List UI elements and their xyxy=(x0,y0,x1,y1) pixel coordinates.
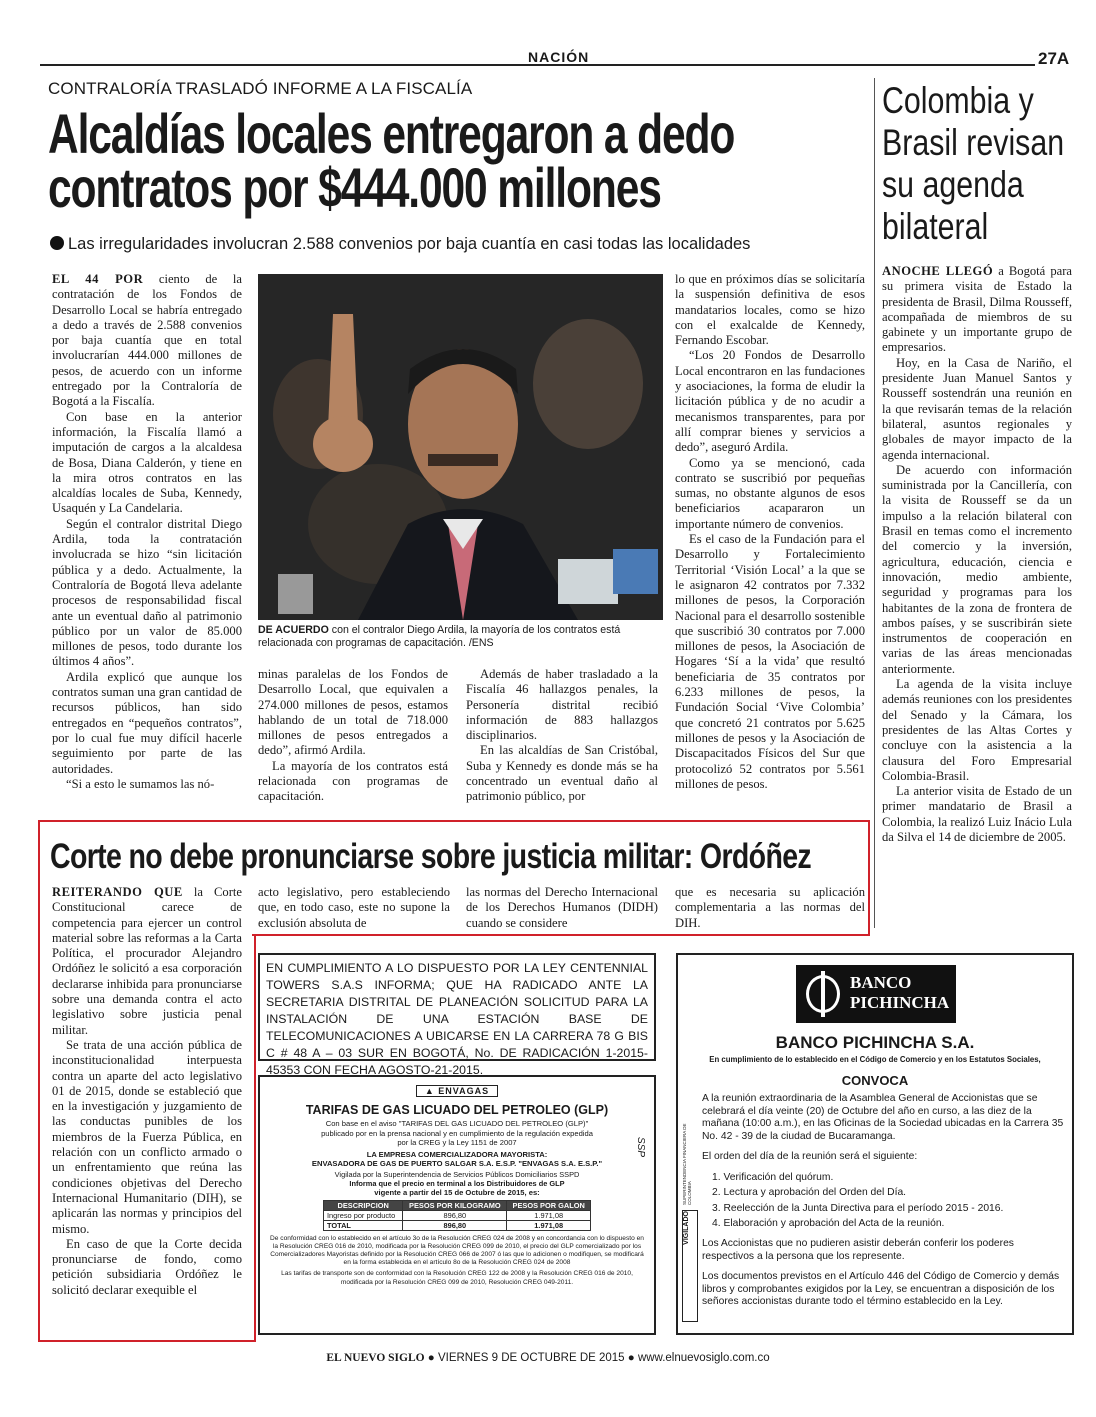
logo-text-1: BANCO xyxy=(850,973,912,992)
page-number: 27A xyxy=(1038,49,1070,68)
photo-illustration xyxy=(258,274,663,620)
paragraph: REITERANDO QUE la Corte Constitucional carece de competencia para ejercer un control material sobre las reformas a la Carta Política, el procurador Alejandro Ordóñez le solicitó a esa corporación declararse inhibida para pronunciarse sobre una demanda contra el acto legislativo sobre justicia penal militar. xyxy=(52,885,242,1037)
paragraph: “Si a esto le sumamos las nó- xyxy=(66,776,215,791)
kicker: CONTRALORÍA TRASLADÓ INFORME A LA FISCALÍA xyxy=(48,79,473,98)
pichincha-ad xyxy=(676,953,1074,1335)
paragraph: que es necesaria su aplicación complementaria a las normas del DIH. xyxy=(675,885,865,930)
paragraph: Es el caso de la Fundación para el Desarrollo y Fortalecimiento Territorial ‘Visión Local’ a la que se le asignaron 42 contratos por 7.332 millones de pesos, la Corporación Nacional para el desarrollo sostenible que suscribió 30 contratos por 7.000 millones de pesos, la Asociación de Hogares ‘Sí a la vida’ que resultó beneficiaria de 35 contratos por 6.233 millones de pesos, la Fundación Social ‘Vive Colombia’ que concretó 21 contratos por 5.625 millones de pesos y la Asociación de Discapacitados Físicos del Sur que protocolizó 52 contratos por 5.561 millones de pesos. xyxy=(675,532,865,791)
paragraph: Como ya se mencionó, cada contrato se suscribió por pequeñas sumas, no obstante algunos de esos beneficiarios acapararon un importante número de convenios. xyxy=(675,455,865,531)
paragraph: A la reunión extraordinaria de la Asamblea General de Accionistas que se celebrará el día veinte (20) de Octubre del año en curso, a las diez de la mañana (10:00 a.m.), en las Oficinas de la Sociedad ubicadas en la Carrera 35 No. 42 - 39 de la ciudad de Bucaramanga. xyxy=(702,1093,1064,1142)
main-col-1 xyxy=(52,272,242,792)
paragraph: La anterior visita de Estado de un primer mandatario de Brasil a Colombia, la realizó Luiz Inácio Lula da Silva el 14 de diciembre de 2005. xyxy=(882,784,1072,844)
envagas-logo: ▲ ENVAGAS xyxy=(416,1085,498,1097)
highlight-box-join xyxy=(252,934,868,936)
table-header: DESCRIPCION xyxy=(324,1200,403,1210)
page-footer xyxy=(0,1352,1096,1364)
subhead-text: Las irregularidades involucran 2.588 convenios por baja cuantía en casi todas las localidades xyxy=(68,235,751,253)
side-headline-line: su agenda xyxy=(882,164,1024,205)
pichincha-logo xyxy=(796,965,956,1023)
agenda-list xyxy=(702,1170,1064,1232)
caption-lead: DE ACUERDO xyxy=(258,624,329,636)
table-cell: 1.971,08 xyxy=(507,1220,591,1230)
tariff-table xyxy=(323,1200,591,1231)
table-header-row xyxy=(324,1200,591,1210)
table-cell: 896,80 xyxy=(403,1220,507,1230)
list-item: 2. Lectura y aprobación del Orden del Día. xyxy=(712,1187,907,1199)
paragraph: La mayoría de los contratos está relacionada con programas de capacitación. xyxy=(258,758,448,804)
paragraph: acto legislativo, pero estableciendo que, en todo caso, este no supone la exclusión absoluta de xyxy=(258,885,450,930)
envagas-company: ENVASADORA DE GAS DE PUERTO SALGAR S.A. E.S.P. "ENVAGAS S.A. E.S.P." xyxy=(311,1158,603,1168)
table-cell: Ingreso por producto xyxy=(324,1210,403,1220)
table-row xyxy=(324,1220,591,1230)
main-headline xyxy=(48,104,868,234)
subhead xyxy=(50,235,870,254)
table-header: PESOS POR GALON xyxy=(507,1200,591,1210)
bullet-icon xyxy=(50,236,64,250)
list-item: 4. Elaboración y aprobación del Acta de la reunión. xyxy=(712,1218,945,1230)
envagas-footnote-2: Las tarifas de transporte son de conformidad con la Resolución CREG 122 de 2008 y la Resolución CREG 016 de 2010, modificada por la Resolución CREG 099 de 2010, Resolución CREG 049-2011. xyxy=(281,1270,633,1286)
vigilado-text: VIGILADO xyxy=(683,1211,690,1245)
envagas-valid: vigente a partir del 15 de Octubre de 2015, es: xyxy=(374,1187,540,1197)
envagas-intro: Con base en el aviso "TARIFAS DEL GAS LICUADO DEL PETROLEO (GLP)" publicado por en la prensa nacional y en cumplimiento de la regulación expedida por la CREG y la Ley 1151 de 2007 xyxy=(321,1119,593,1147)
paragraph: EL 44 POR ciento de la contratación de los Fondos de Desarrollo Local se habría entregado a dedo a través de 2.588 convenios por baja cuantía que en total involucrarían 444.000 millones de pesos, de acuerdo con un informe entregado por la Contraloría de Bogotá a la Fiscalía. xyxy=(52,272,242,409)
side-headline-line: Brasil revisan xyxy=(882,122,1065,163)
bullet-icon: ● xyxy=(427,1352,438,1364)
envagas-inform: Informa que el precio en terminal a los Distribuidores de GLP xyxy=(349,1178,565,1188)
envagas-supervision: Vigilada por la Superintendencia de Servicios Públicos Domiciliarios SSPD xyxy=(334,1169,580,1179)
side-body xyxy=(882,264,1072,845)
main-col-3-bottom xyxy=(466,667,658,805)
paragraph: Ardila explicó que aunque los contratos suman una gran cantidad de recursos públicos, han sido entregados en “pequeños contratos”, por lo cual fue muy difícil hacerle seguimiento por parte de las autoridades. xyxy=(52,669,242,776)
envagas-ad xyxy=(258,1075,656,1335)
court-col-1 xyxy=(52,885,242,1298)
paragraph: lo que en próximos días se solicitaría la suspensión definitiva de esos mandatarios locales, como se hizo con el exalcalde de Kennedy, Fernando Escobar. xyxy=(675,272,865,348)
paragraph: Se trata de una acción pública de inconstitucionalidad interpuesta contra un aparte del acto legislativo 01 de 2015, donde se estableció que en la investigación y juzgamiento de las conductas punibles de los miembros de la Fuerza Pública, en relación con un conflicto armado o un enfrentamiento que reúna las condiciones objetivas del Derecho Internacional Humanitario (DIH), se aplicarán las normas y principios del mismo. xyxy=(52,1037,242,1236)
court-col-4 xyxy=(675,885,865,931)
news-photo xyxy=(258,274,663,620)
section-label: NACIÓN xyxy=(528,49,590,65)
footer-date: VIERNES 9 DE OCTUBRE DE 2015 xyxy=(437,1352,625,1364)
paragraph: Además de haber trasladado a la Fiscalía 46 hallazgos penales, la Personería distrital recibió información de 883 hallazgos disciplinarios. xyxy=(466,667,658,743)
paragraph: De acuerdo con información suministrada por la Cancillería, con la visita de Rousseff se da un impulso a la relación bilateral con Brasil en temas como el incremento del comercio y la inversión, agricultura, educación, ciencia e innovación, medio ambiente, seguridad y programas para los habitantes de la zona de frontera de ambos países, y se suscribirán siete instrumentos de cooperación en varias de las áreas mencionadas anteriormente. xyxy=(882,462,1072,676)
table-row xyxy=(324,1210,591,1220)
table-cell: 1.971,08 xyxy=(507,1210,591,1220)
headline-line-1: Alcaldías locales entregaron a dedo xyxy=(48,104,735,165)
paragraph: ANOCHE LLEGÓ a Bogotá para su primera visita de Estado la presidenta de Brasil, Dilma Rousseff, acompañada de miembros de su gabinete y un importante grupo de empresarios. xyxy=(882,264,1072,355)
bank-name: BANCO PICHINCHA S.A. xyxy=(775,1033,975,1052)
table-cell: TOTAL xyxy=(324,1220,403,1230)
table-cell: 896,80 xyxy=(403,1210,507,1220)
bank-sub: En cumplimiento de lo establecido en el Código de Comercio y en los Estatutos Sociales, xyxy=(709,1055,1041,1064)
headline-line-2: contratos por $444.000 millones xyxy=(48,156,661,219)
bank-body xyxy=(702,1093,1064,1309)
convoca: CONVOCA xyxy=(841,1073,909,1088)
bullet-icon: ● xyxy=(627,1352,638,1364)
supervision-text: SUPERINTENDENCIA FINANCIERA DE COLOMBIA xyxy=(682,1123,692,1205)
vigilado-stamp xyxy=(682,1210,698,1322)
court-col-3 xyxy=(466,885,658,931)
paragraph: Con base en la anterior información, la Fiscalía llamó a imputación de cargos a la alcaldesa de Bosa, Diana Calderón, y tiene en la mira otros contratos en las alcaldías locales de Suba, Kennedy, Usaquén y La Candelaria. xyxy=(52,409,242,516)
table-header: PESOS POR KILOGRAMO xyxy=(403,1200,507,1210)
side-headline-line: bilateral xyxy=(882,206,989,247)
court-headline xyxy=(50,836,870,880)
ssp-logo: SSP xyxy=(635,1137,646,1158)
paragraph: Los documentos previstos en el Artículo 446 del Código de Comercio y demás libros y comprobantes exigidos por la Ley, se encuentran a disposición de los señores accionistas durante todo el término establecido en la Ley. xyxy=(702,1271,1060,1308)
paragraph: Hoy, en la Casa de Nariño, el presidente Juan Manuel Santos y Rousseff sostendrán una reunión en la que revisarán temas de la relación bilateral, asuntos regionales y globales de mayor impacto de la agenda internacional. xyxy=(882,355,1072,462)
paragraph: En las alcaldías de San Cristóbal, Suba y Kennedy es donde más se ha concentrado un eventual daño al patrimonio público, por xyxy=(466,743,658,804)
logo-text-2: PICHINCHA xyxy=(850,993,950,1012)
court-headline-text: Corte no debe pronunciarse sobre justicia militar: Ordóñez xyxy=(50,837,812,876)
flame-icon: ▲ xyxy=(424,1086,435,1096)
main-col-2-bottom xyxy=(258,667,448,805)
towers-notice-text: EN CUMPLIMIENTO A LO DISPUESTO POR LA LEY CENTENNIAL TOWERS S.A.S INFORMA; QUE HA RADICADO ANTE LA SECRETARIA DISTRITAL DE PLANEACIÓN SOLICITUD PARA LA INSTALACIÓN DE UNA ESTACIÓN BASE DE TELECOMUNICACIONES A UBICARSE EN LA CARRERA 78 G BIS C # 48 A – 03 SUR EN BOGOTÁ, No. DE RADICACIÓN 1-2015-45353 CON FECHA AGOSTO-21-2015. xyxy=(266,961,648,1077)
paragraph: En caso de que la Corte decida pronunciarse de fondo, como petición subsidiaria Ordóñez le solicitó declarar exequible el xyxy=(52,1236,242,1297)
agenda-intro: El orden del día de la reunión será el siguiente: xyxy=(702,1151,918,1163)
column-divider xyxy=(874,78,875,928)
caption-text: con el contralor Diego Ardila, la mayoría de los contratos está relacionada con programas de capacitación. /ENS xyxy=(258,624,621,649)
towers-notice xyxy=(258,953,656,1077)
photo-caption xyxy=(258,624,663,650)
list-item: 1. Verificación del quórum. xyxy=(712,1171,834,1183)
court-col-2 xyxy=(258,885,450,931)
paragraph: minas paralelas de los Fondos de Desarrollo Local, que equivalen a 274.000 millones de pesos, estamos hablando de un total de 718.000 millones de pesos entregados a dedo”, afirmó Ardila. xyxy=(258,667,448,758)
paragraph: Los Accionistas que no pudieren asistir deberán conferir los poderes respectivos a la persona que los represente. xyxy=(702,1237,1014,1262)
tariff-table-wrap xyxy=(323,1200,591,1231)
envagas-company-label: LA EMPRESA COMERCIALIZADORA MAYORISTA: xyxy=(366,1149,548,1159)
side-headline xyxy=(882,80,1072,248)
bank-emblem-bar xyxy=(821,971,825,1017)
page-header xyxy=(40,40,1080,72)
paragraph: Según el contralor distrital Diego Ardila, toda la contratación involucrada se hizo “sin licitación pública y a dedo. Actualmente, la Contraloría de Bogotá lleva adelante procesos de responsabilidad fiscal ante un eventual daño al patrimonio público por un valor de 85.000 millones de pesos, todo durante los últimos 4 años”. xyxy=(52,516,242,669)
envagas-footnote-1: De conformidad con lo establecido en el artículo 3o de la Resolución CREG 024 de 2008 y en concordancia con lo dispuesto en la Resolución CREG 016 de 2010, modificada por la Resolución CREG 099 de 2010, el precio del GLP comercializado por los Comercializadores Mayoristas definido por la Resolución CREG 066 de 2007 ó las que lo adicionen o modifiquen, se modificará en la forma establecida en el artículo 8o de la Resolución CREG 024 de 2008 xyxy=(270,1234,644,1267)
paragraph: las normas del Derecho Internacional de los Derechos Humanos (DIDH) cuando se considere xyxy=(466,885,658,930)
paragraph: “Los 20 Fondos de Desarrollo Local encontraron en las fundaciones y asociaciones, la forma de eludir la licitación pública y de no acudir a mecanismos transparentes, para por allí comprar bienes y servicios a dedo”, aseguró Ardila. xyxy=(675,348,865,455)
envagas-title: TARIFAS DE GAS LICUADO DEL PETROLEO (GLP) xyxy=(305,1103,609,1117)
main-col-4 xyxy=(675,272,865,792)
list-item: 3. Reelección de la Junta Directiva para el período 2015 - 2016. xyxy=(712,1202,1004,1214)
paragraph: La agenda de la visita incluye además reuniones con los presidentes del Senado y la Cámara, los presidentes de las Altas Cortes y concluye con la asistencia a la clausura del Foro Empresarial Colombia-Brasil. xyxy=(882,677,1072,783)
side-headline-line: Colombia y xyxy=(882,80,1034,121)
footer-url[interactable]: www.elnuevosiglo.com.co xyxy=(637,1352,770,1364)
footer-paper: EL NUEVO SIGLO xyxy=(326,1352,425,1364)
